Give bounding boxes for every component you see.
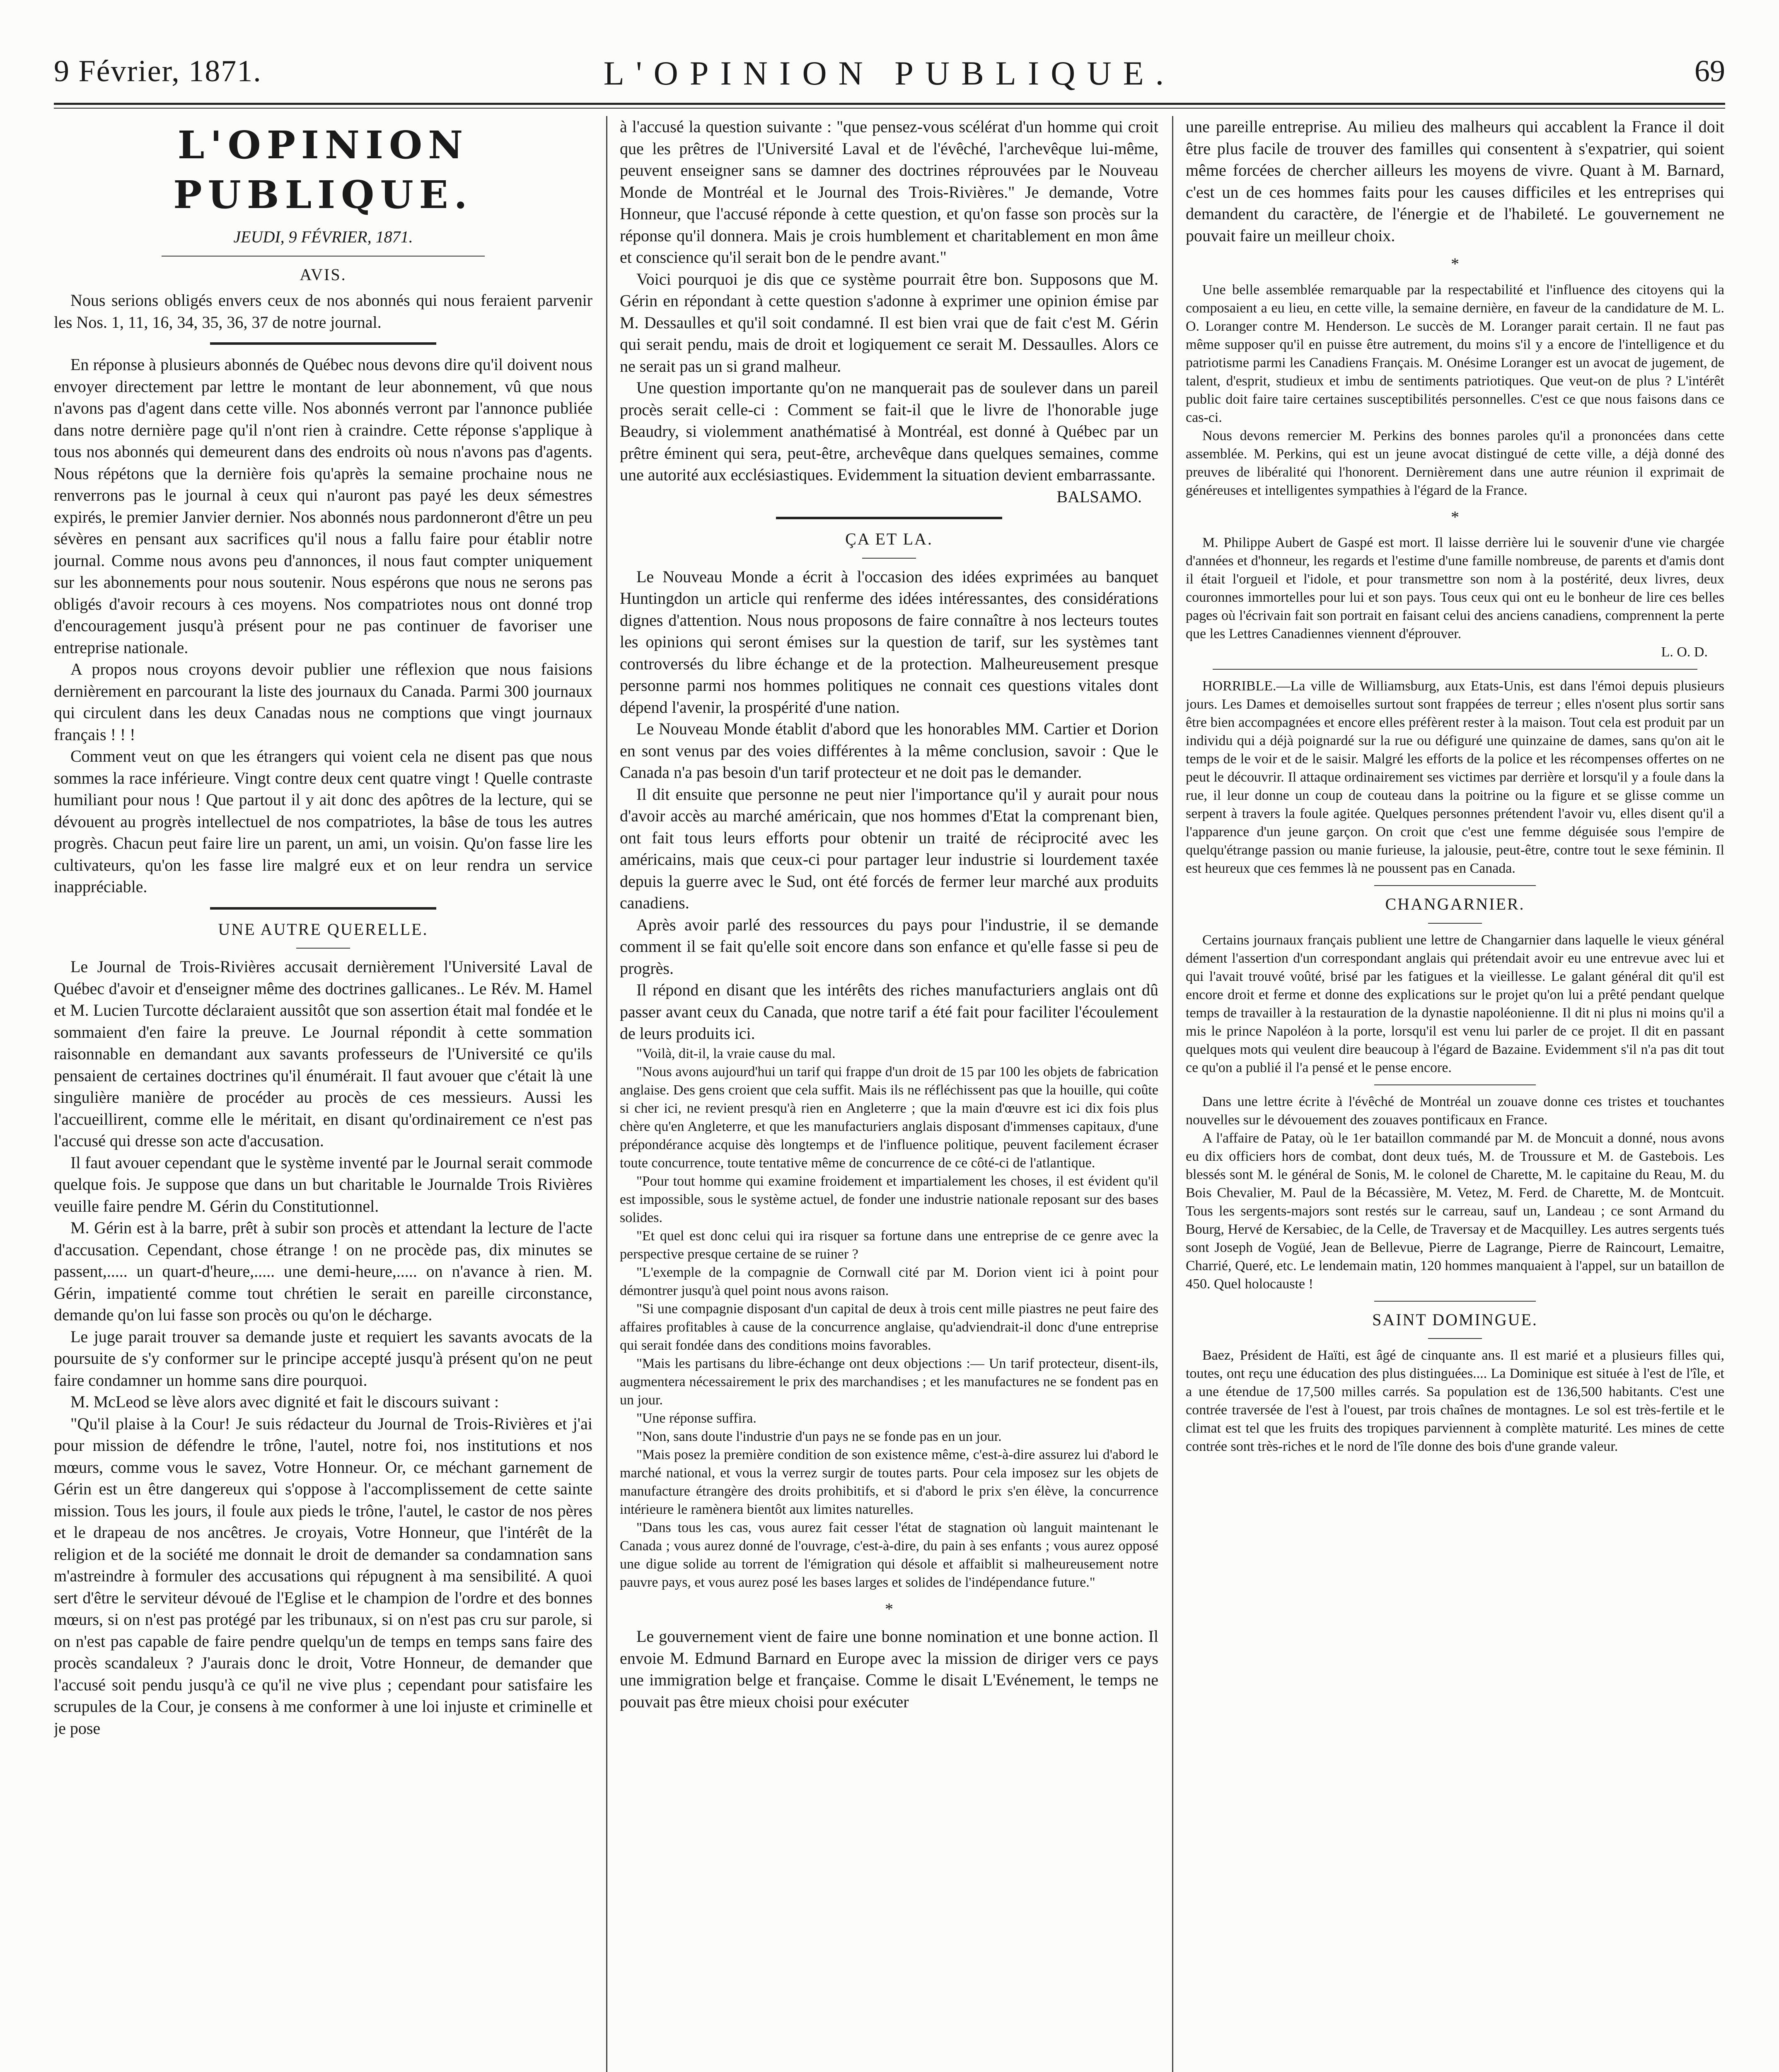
asterism-divider: *	[1451, 254, 1459, 273]
section-heading-ca-et-la: ÇA ET LA.	[845, 530, 933, 548]
dateline: JEUDI, 9 FÉVRIER, 1871.	[233, 228, 413, 246]
quote-paragraph: "Une réponse suffira.	[636, 1410, 757, 1426]
column-2	[620, 116, 1158, 2072]
signature: BALSAMO.	[1056, 487, 1142, 506]
paragraph: Le Nouveau Monde établit d'abord que les honorables MM. Cartier et Dorion en sont venus par des voies différentes à la même conclusion, savoir : Que le Canada n'a pas besoin d'un tarif protecteur et ne doit pas le demander.	[620, 719, 1158, 782]
rule	[1428, 1338, 1482, 1339]
rule	[1374, 1301, 1536, 1302]
rule	[296, 948, 350, 949]
masthead: L'OPINION PUBLIQUE.	[173, 123, 473, 217]
quote-paragraph: "Nous avons aujourd'hui un tarif qui frappe d'un droit de 15 par 100 les objets de fabrication anglaise. Des gens croient que cela suffit. Mais ils ne réfléchissent pas que la houille, qui coûte si cher ici, ne revient presqu'à rien en Angleterre ; que la main d'œuvre est ici dix fois plus chère qu'en Angleterre, et que les manufacturiers anglais disposant d'immenses capitaux, d'une prépondérance acquise dès longtemps et de l'influence politique, peuvent facilement écraser toute concurrence, toute tentative même de concurrence de ce côté-ci de l'atlantique.	[620, 1064, 1158, 1171]
column-divider	[1172, 116, 1173, 2072]
signature: L. O. D.	[1661, 644, 1708, 660]
paragraph: Nous serions obligés envers ceux de nos abonnés qui nous feraient parvenir les Nos. 1, 11, 16, 34, 35, 36, 37 de notre journal.	[54, 291, 592, 332]
paragraph: Voici pourquoi je dis que ce système pourrait être bon. Supposons que M. Gérin en répondant à cette question s'adonne à exprimer une opinion émise par M. Dessaulles et qu'il soit condamné. Il est bien vrai que de fait c'est M. Gérin qui serait pendu, mais de droit et logiquement ce serait M. Dessaulles. Alors ce ne serait pas un si grand malheur.	[620, 269, 1158, 375]
quote-paragraph: "Mais les partisans du libre-échange ont deux objections :— Un tarif protecteur, disent-ils, augmentera nécessairement le prix des marchandises ; et les manufactures ne se fondent pas en un jour.	[620, 1356, 1158, 1408]
paragraph: Le Nouveau Monde a écrit à l'occasion des idées exprimées au banquet Huntingdon un article qui renferme des idées intéressantes, des considérations dignes d'attention. Nous nous proposons de faire connaître à nos lecteurs toutes les opinions qui seront émises sur la question de tarif, sur les systèmes tant controversés du libre échange et de la protection. Malheureusement presque personne parmi nos hommes politiques ne connait ces questions vitales dont dépend l'avenir, la prospérité d'une nation.	[620, 567, 1158, 716]
rule	[1428, 923, 1482, 924]
paragraph: Certains journaux français publient une lettre de Changarnier dans laquelle le vieux général dément l'assertion d'un correspondant anglais qui prétendait avoir eu une entrevue avec lui et qui l'avait trouvé voûté, brisé par les fatigues et la vieillesse. Le galant général dit qu'il est encore droit et ferme et donne des explications sur le projet qu'on lui a prêté pendant quelque temps de travailler à la restauration de la dynastie napoléonienne. Il dit ni plus ni moins qu'il a mis le prince Napoléon à la porte, lorsqu'il est venu lui parler de ce projet. Il dit en passant quelques mots qui veulent dire beaucoup à l'égard de Bazaine. Evidemment s'il n'a pas dit tout ce qu'on a publié il l'a pensé et le pense encore.	[1186, 932, 1724, 1075]
rule	[1213, 669, 1697, 670]
rule	[776, 517, 1002, 519]
section-heading-saint-domingue: SAINT DOMINGUE.	[1372, 1310, 1538, 1329]
asterism-divider: *	[885, 1599, 893, 1618]
paragraph: Le Journal de Trois-Rivières accusait dernièrement l'Université Laval de Québec d'avoir et d'enseigner même des doctrines gallicanes.. Le Rév. M. Hamel et M. Lucien Turcotte déclaraient aussitôt que son assertion était mal fondée et le sommaient d'en faire la preuve. Le Journal répondit à cette sommation raisonnable en demandant aux savants professeurs de l'Université ce qu'ils pensaient de certaines doctrines qu'il énumérait. Il faut avouer que c'était là une singulière manière de procéder au procès de ces messieurs. Aussi les l'accueillirent, comme elle le méritait, en disant qu'ordinairement ce n'est pas l'accusé qui dresse son acte d'accusation.	[54, 957, 592, 1150]
paragraph: HORRIBLE.—La ville de Williamsburg, aux Etats-Unis, est dans l'émoi depuis plusieurs jours. Les Dames et demoiselles surtout sont frappées de terreur ; elles n'osent plus sortir sans être bien accompagnées et encore elles préfèrent rester à la maison. Tout cela est produit par un individu qui a déjà poignardé sur la rue ou défiguré une quinzaine de dames, sans qu'on ait le temps de le voir et de le saisir. Malgré les efforts de la police et les récompenses offertes on ne peut le découvrir. Il attaque ordinairement ses victimes par derrière et lorsqu'il y a foule dans la rue, il leur donne un coup de couteau dans la poitrine ou la figure et se glisse comme un serpent à travers la foule agitée. Quelques personnes prétendent l'avoir vu, elles disent qu'il a l'apparence d'un jeune garçon. On croit que c'est une femme déguisée sous l'empire de quelqu'étrange passion ou manie furieuse, la jalousie, peut-être, contre tout le sexe féminin. Il est heureux que ces femmes là ne poussent pas en Canada.	[1186, 678, 1724, 876]
paragraph: Il dit ensuite que personne ne peut nier l'importance qu'il y aurait pour nous d'avoir accès au marché américain, que nos hommes d'Etat la comprenant bien, ont fait tous leurs efforts pour obtenir un traité de réciprocité avec les américains, mais que ceux-ci pour partager leur industrie si lourdement taxée depuis la guerre avec le Sud, ont été forcés de fermer leur marché aux produits canadiens.	[620, 784, 1158, 912]
paragraph: A propos nous croyons devoir publier une réflexion que nous faisions dernièrement en parcourant la liste des journaux du Canada. Parmi 300 journaux qui circulent dans les deux Canadas nous ne comptions que vingt journaux français ! ! !	[54, 660, 592, 744]
paragraph: Dans une lettre écrite à l'évêché de Montréal un zouave donne ces tristes et touchantes nouvelles sur le dévouement des zouaves pontificaux en France.	[1186, 1094, 1724, 1128]
paragraph: Baez, Président de Haïti, est âgé de cinquante ans. Il est marié et a plusieurs filles qui, toutes, ont reçu une éducation des plus distinguées.... La Dominique est située à l'est de l'île, et a une étendue de 17,500 milles carrés. Sa population est de 136,500 habitants. C'est une contrée traversée de l'est à l'ouest, par trois chaînes de montagnes. Le sol est très-fertile et le climat est tel que les fruits des tropiques parviennent à complète maturité. Les mines de cette contrée sont très-riches et le nord de l'île donne des bois d'une grande valeur.	[1186, 1348, 1724, 1454]
paragraph: Une belle assemblée remarquable par la respectabilité et l'influence des citoyens qui la composaient a eu lieu, en cette ville, la semaine dernière, en faveur de la candidature de M. L. O. Loranger contre M. Henderson. Le succès de M. Loranger parait certain. Il ne faut pas même supposer qu'il en puisse être autrement, du moins s'il y a encore de l'intelligence et du patriotisme parmi les Canadiens Français. M. Onésime Loranger est un avocat de jugement, de talent, d'esprit, studieux et imbu de sentiments patriotiques. Que veut-on de plus ? L'intérêt public doit faire taire certaines susceptibilités personnelles. C'est ce que nous faisons dans ce cas-ci.	[1186, 282, 1724, 425]
paragraph: une pareille entreprise. Au milieu des malheurs qui accablent la France il doit être plus facile de trouver des familles qui consentent à s'expatrier, qui soient même forcées de chercher ailleurs les moyens de vivre. Quant à M. Barnard, c'est un de ces hommes faits pour les causes difficiles et les entreprises qui demandent du caractère, de l'énergie et de l'habileté. Le gouvernement ne pouvait faire un meilleur choix.	[1186, 117, 1724, 245]
asterism-divider: *	[1451, 507, 1459, 526]
page-header	[54, 50, 1725, 108]
section-heading-avis: AVIS.	[300, 265, 347, 284]
column-1	[54, 116, 592, 2072]
rule	[1374, 885, 1536, 886]
running-title: L'OPINION PUBLIQUE.	[603, 54, 1176, 92]
quote-paragraph: "L'exemple de la compagnie de Cornwall cité par M. Dorion vient ici à point pour démontrer jusqu'à quel point nous avons raison.	[620, 1264, 1158, 1298]
column-divider	[606, 116, 607, 2072]
paragraph: M. Gérin est à la barre, prêt à subir son procès et attendant la lecture de l'acte d'accusation. Cependant, chose étrange ! on ne procède pas, dix minutes se passent,..... un quart-d'heure,..... une demi-heure,..... on n'avance à rien. M. Gérin, impatienté comme tout chrétien le serait en pareille circonstance, demande qu'on lui fasse son procès ou qu'on le décharge.	[54, 1218, 592, 1324]
quote-paragraph: "Si une compagnie disposant d'un capital de deux à trois cent mille piastres ne peut faire des affaires profitables à cause de la concurrence anglaise, qu'adviendrait-il donc d'une entreprise qui serait fondée dans des conditions moins favorables.	[620, 1301, 1158, 1353]
paragraph: Il faut avouer cependant que le système inventé par le Journal serait commode quelque fois. Je suppose que dans un but charitable le Journalde Trois Rivières veuille faire pendre M. Gérin du Constitutionnel.	[54, 1153, 592, 1215]
paragraph: Une question importante qu'on ne manquerait pas de soulever dans un pareil procès serait celle-ci : Comment se fait-il que le livre de l'honorable juge Beaudry, si violemment anathématisé à Montréal, est donné à Québec par un prêtre éminent qui sera, peut-être, archevêque dans quelques semaines, comme une autorité aux ecclésiastiques. Evidemment la situation devient embarrassante.	[620, 378, 1158, 484]
quote-paragraph: "Voilà, dit-il, la vraie cause du mal.	[636, 1046, 836, 1061]
paragraph: à l'accusé la question suivante : "que pensez-vous scélérat d'un homme qui croit que les prêtres de l'Université Laval et de l'évêché, l'archevêque lui-même, peuvent enseigner sans se damner des doctrines réprouvées par le Nouveau Monde de Montréal et le Journal des Trois-Rivières." Je demande, Votre Honneur, que l'accusé réponde à cette question, et qu'on fasse son procès sur la réponse qu'il donnera. Mais je crois humblement et charitablement en mon âme et conscience qu'il serait bon de le pendre avant."	[620, 117, 1158, 266]
quote-paragraph: "Et quel est donc celui qui ira risquer sa fortune dans une entreprise de ce genre avec la perspective presque certaine de se ruiner ?	[620, 1228, 1158, 1262]
quote-paragraph: "Dans tous les cas, vous aurez fait cesser l'état de stagnation où languit maintenant le Canada ; vous aurez donné de l'ouvrage, c'est-à-dire, du pain à ses enfants ; vous aurez opposé une digue solide au torrent de l'émigration qui désole et affaiblit si malheureusement notre pauvre pays, et vous aurez posé les bases larges et solides de l'indépendance future."	[620, 1520, 1158, 1590]
quote-paragraph: "Non, sans doute l'industrie d'un pays ne se fonde pas en un jour.	[636, 1428, 1002, 1444]
paragraph: Il répond en disant que les intérêts des riches manufacturiers anglais ont dû passer avant ceux du Canada, que notre tarif a été fait pour faciliter l'écoulement de leurs produits ici.	[620, 980, 1158, 1043]
column-3	[1186, 116, 1724, 2072]
page-number: 69	[1694, 54, 1725, 88]
quote-paragraph: "Mais posez la première condition de son existence même, c'est-à-dire assurez lui d'abord le marché national, et vous la verrez surgir de toutes parts. Pour cela imposez sur les objets de manufacture étrangère des droits prohibitifs, et si d'abord le prix s'en élève, la concurrence intérieure le ramènera bientôt aux limites naturelles.	[620, 1447, 1158, 1517]
section-heading-querelle: UNE AUTRE QUERELLE.	[218, 920, 428, 939]
header-rule-thin	[54, 108, 1725, 109]
paragraph: "Qu'il plaise à la Cour! Je suis rédacteur du Journal de Trois-Rivières et j'ai pour mission de défendre le trône, l'autel, notre foi, nos institutions et nos mœurs, comme vous le savez, Votre Honneur. Or, ce méchant garnement de Gérin est un être dangereux qui s'oppose à l'accomplissement de cette sainte mission. Tous les jours, il foule aux pieds le trône, l'autel, le castor de nos pères et le drapeau de nos ancêtres. Je croyais, Votre Honneur, que l'intérêt de la religion et de la société me donnait le droit de demander sa condamnation sans m'astreindre à formuler des accusations qui répugnent à ma sensibilité. A quoi sert d'être le serviteur dévoué de l'Eglise et le champion de l'ordre et des bonnes mœurs, si on n'est pas protégé par les tribunaux, si on n'est pas cru sur parole, si on n'est pas capable de faire pendre quelqu'un de temps en temps sans faire des procès scandaleux ? J'aurais donc le droit, Votre Honneur, de demander que l'accusé soit pendu jusqu'à ce qu'il ne vive plus ; cependant pour satisfaire les scrupules de la Cour, je consens à me conformer à une loi injuste et criminelle et je pose	[54, 1414, 592, 1738]
paragraph: Comment veut on que les étrangers qui voient cela ne disent pas que nous sommes la race inférieure. Vingt contre deux cent quatre vingt ! Quelle contraste humiliant pour nous ! Que partout il y ait donc des apôtres de la lecture, qui se dévouent au progrès intellectuel de nos compatriotes, la bâse de tous les autres progrès. Chacun peut faire lire un parent, un ami, un voisin. Qu'on fasse lire les cultivateurs, qu'on les fasse lire malgré eux et on leur rendra un service inappréciable.	[54, 747, 592, 896]
rule	[1374, 1084, 1536, 1085]
rule	[162, 256, 485, 257]
rule	[210, 907, 436, 910]
paragraph: A l'affaire de Patay, où le 1er bataillon commandé par M. de Moncuit a donné, nous avons eu dix officiers hors de combat, dont deux tués, M. de Troussure et M. de Gastebois. Les blessés sont M. le général de Sonis, M. le colonel de Charette, M. le capitaine du Reau, M. du Bois Chevalier, M. Paul de la Bécassière, M. Vetez, M. Ferd. de Charette, M. de Montcuit. Tous les sergents-majors sont restés sur le carreau, sauf un, Landeau ; ce sont Armand du Bourg, Hervé de Kersabiec, de la Celle, de Traversay et de Macquilley. Les autres sergents tués sont Joseph de Vogüé, Jean de Bellevue, Pierre de Lagrange, Pierre de Raincourt, Lemaitre, Charrié, Queré, etc. Le lendemain matin, 120 hommes manquaient à l'appel, sur un bataillon de 450. Quel holocauste !	[1186, 1130, 1724, 1292]
header-rule-thick	[54, 103, 1725, 105]
paragraph: Le gouvernement vient de faire une bonne nomination et une bonne action. Il envoie M. Edmund Barnard en Europe avec la mission de diriger vers ce pays une immigration belge et française. Comme le disait L'Evénement, le temps ne pouvait pas être mieux choisi pour exécuter	[620, 1627, 1158, 1711]
quote-paragraph: "Pour tout homme qui examine froidement et impartialement les choses, il est évident qu'il est impossible, sous le système actuel, de fonder une industrie nationale reposant sur des bases solides.	[620, 1173, 1158, 1225]
paragraph: Nous devons remercier M. Perkins des bonnes paroles qu'il a prononcées dans cette assemblée. M. Perkins, qui est un jeune avocat distingué de cette ville, a déjà donné des preuves de libéralité qui l'honorent. Dernièrement dans une autre réunion il exprimait de généreuses et intelligentes sympathies à l'égard de la France.	[1186, 428, 1724, 498]
paragraph: M. Philippe Aubert de Gaspé est mort. Il laisse derrière lui le souvenir d'une vie chargée d'années et d'honneur, les regards et l'estime d'une famille nombreuse, de parents et d'amis dont il était l'orgueil et l'idole, et pour transmettre son nom à la postérité, deux livres, deux couronnes immortelles pour lui et son pays. Tous ceux qui ont eu le bonheur de lire ces belles pages où l'écrivain fait son portrait en faisant celui des anciens canadiens, comprennent la perte que les Lettres Canadiennes viennent d'éprouver.	[1186, 535, 1724, 641]
paragraph: Le juge parait trouver sa demande juste et requiert les savants avocats de la poursuite de s'y conformer sur le principe accepté jusqu'à présent qu'on ne peut faire condamner un homme sans dire pourquoi.	[54, 1327, 592, 1389]
rule	[862, 558, 916, 559]
section-heading-changarnier: CHANGARNIER.	[1385, 895, 1525, 913]
paragraph: M. McLeod se lève alors avec dignité et fait le discours suivant :	[70, 1392, 499, 1411]
rule	[210, 342, 436, 345]
paragraph: Après avoir parlé des ressources du pays pour l'industrie, il se demande comment il se fait qu'elle soit encore dans son enfance et qu'elle fasse si peu de progrès.	[620, 915, 1158, 978]
paragraph: En réponse à plusieurs abonnés de Québec nous devons dire qu'il doivent nous envoyer directement par lettre le montant de leur abonnement, vû que nous n'avons pas d'agent dans cette ville. Nos abonnés verront par l'annonce publiée dans notre dernière page qu'il n'ont rien à craindre. Cette réponse s'applique à tous nos abonnés qui demeurent dans des endroits où nous n'avons pas d'agents. Nous répétons que la dernière fois qu'après la semaine prochaine nous ne renverrons pas le journal à ceux qui n'auront pas payé les deux sémestres expirés, le premier Janvier dernier. Nos abonnés nous pardonneront d'être un peu sévères en pensant aux sacrifices qu'il nous a fallu faire pour établir notre journal. Comme nous avons peu d'annonces, il nous faut compter uniquement sur les abonnements pour nous soutenir. Nous espérons que nous ne serons pas obligés d'avoir recours à ces moyens. Nos compatriotes nous ont donné trop d'encouragement jusqu'à présent pour ne pas continuer de favoriser une entreprise nationale.	[54, 355, 592, 657]
issue-date: 9 Février, 1871.	[54, 54, 262, 88]
